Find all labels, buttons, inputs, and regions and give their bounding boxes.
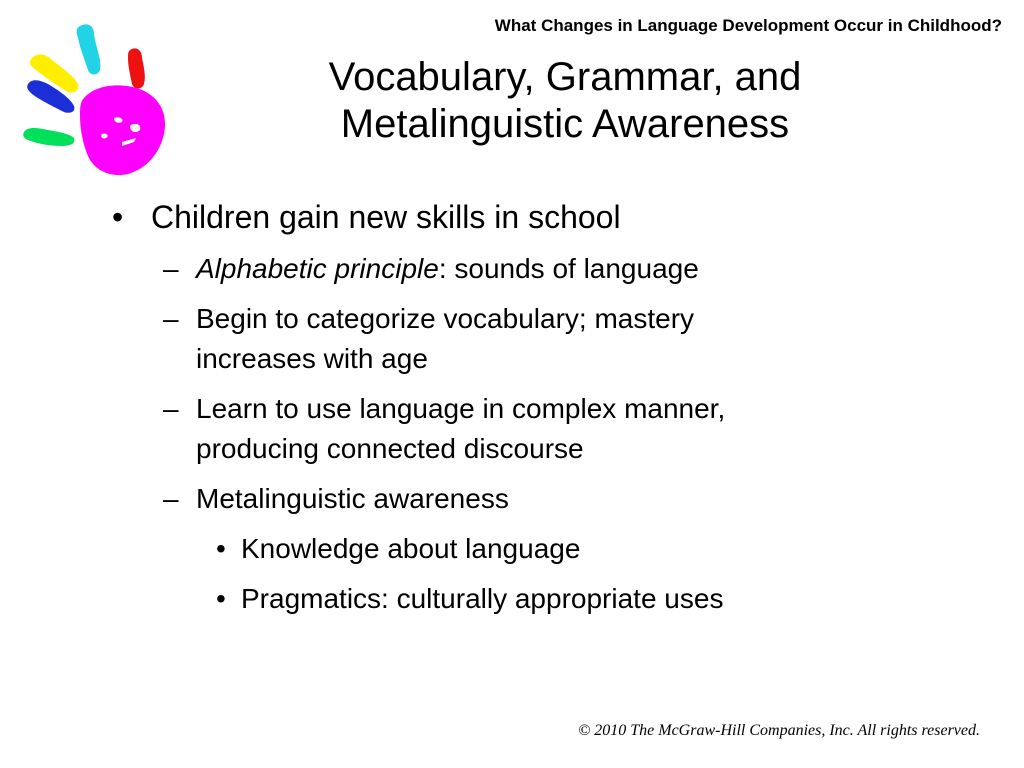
bullet-1-1-rest: : sounds of language	[438, 253, 699, 284]
slide-title-line1: Vocabulary, Grammar, and	[328, 55, 802, 99]
bullet-1-2-line1: Begin to categorize vocabulary; mastery	[196, 303, 695, 334]
dash-marker: –	[163, 303, 179, 334]
slide-header: What Changes in Language Development Occur in Childhood?	[494, 16, 1002, 35]
bullet-1-1	[196, 253, 699, 285]
term-alphabetic-principle: Alphabetic principle	[196, 253, 439, 284]
dash-marker: –	[163, 483, 179, 514]
copyright-footer: © 2010 The McGraw-Hill Companies, Inc. All rights reserved.	[578, 722, 980, 739]
bullet-marker: •	[112, 199, 124, 235]
bullet-1-3-line2: producing connected discourse	[196, 433, 584, 464]
bullet-1-4: Metalinguistic awareness	[196, 483, 509, 514]
dash-marker: –	[163, 393, 179, 424]
dash-marker: –	[163, 253, 179, 284]
bullet-1-4-2: Pragmatics: culturally appropriate uses	[241, 583, 724, 614]
bullet-1: Children gain new skills in school	[151, 199, 621, 235]
bullet-marker: •	[216, 583, 226, 614]
bullet-1-4-1: Knowledge about language	[241, 533, 581, 564]
bullet-marker: •	[216, 533, 226, 564]
bullet-1-2-line2: increases with age	[196, 343, 428, 374]
bullet-1-3-line1: Learn to use language in complex manner,	[196, 393, 726, 424]
slide-title-line2: Metalinguistic Awareness	[340, 102, 790, 146]
